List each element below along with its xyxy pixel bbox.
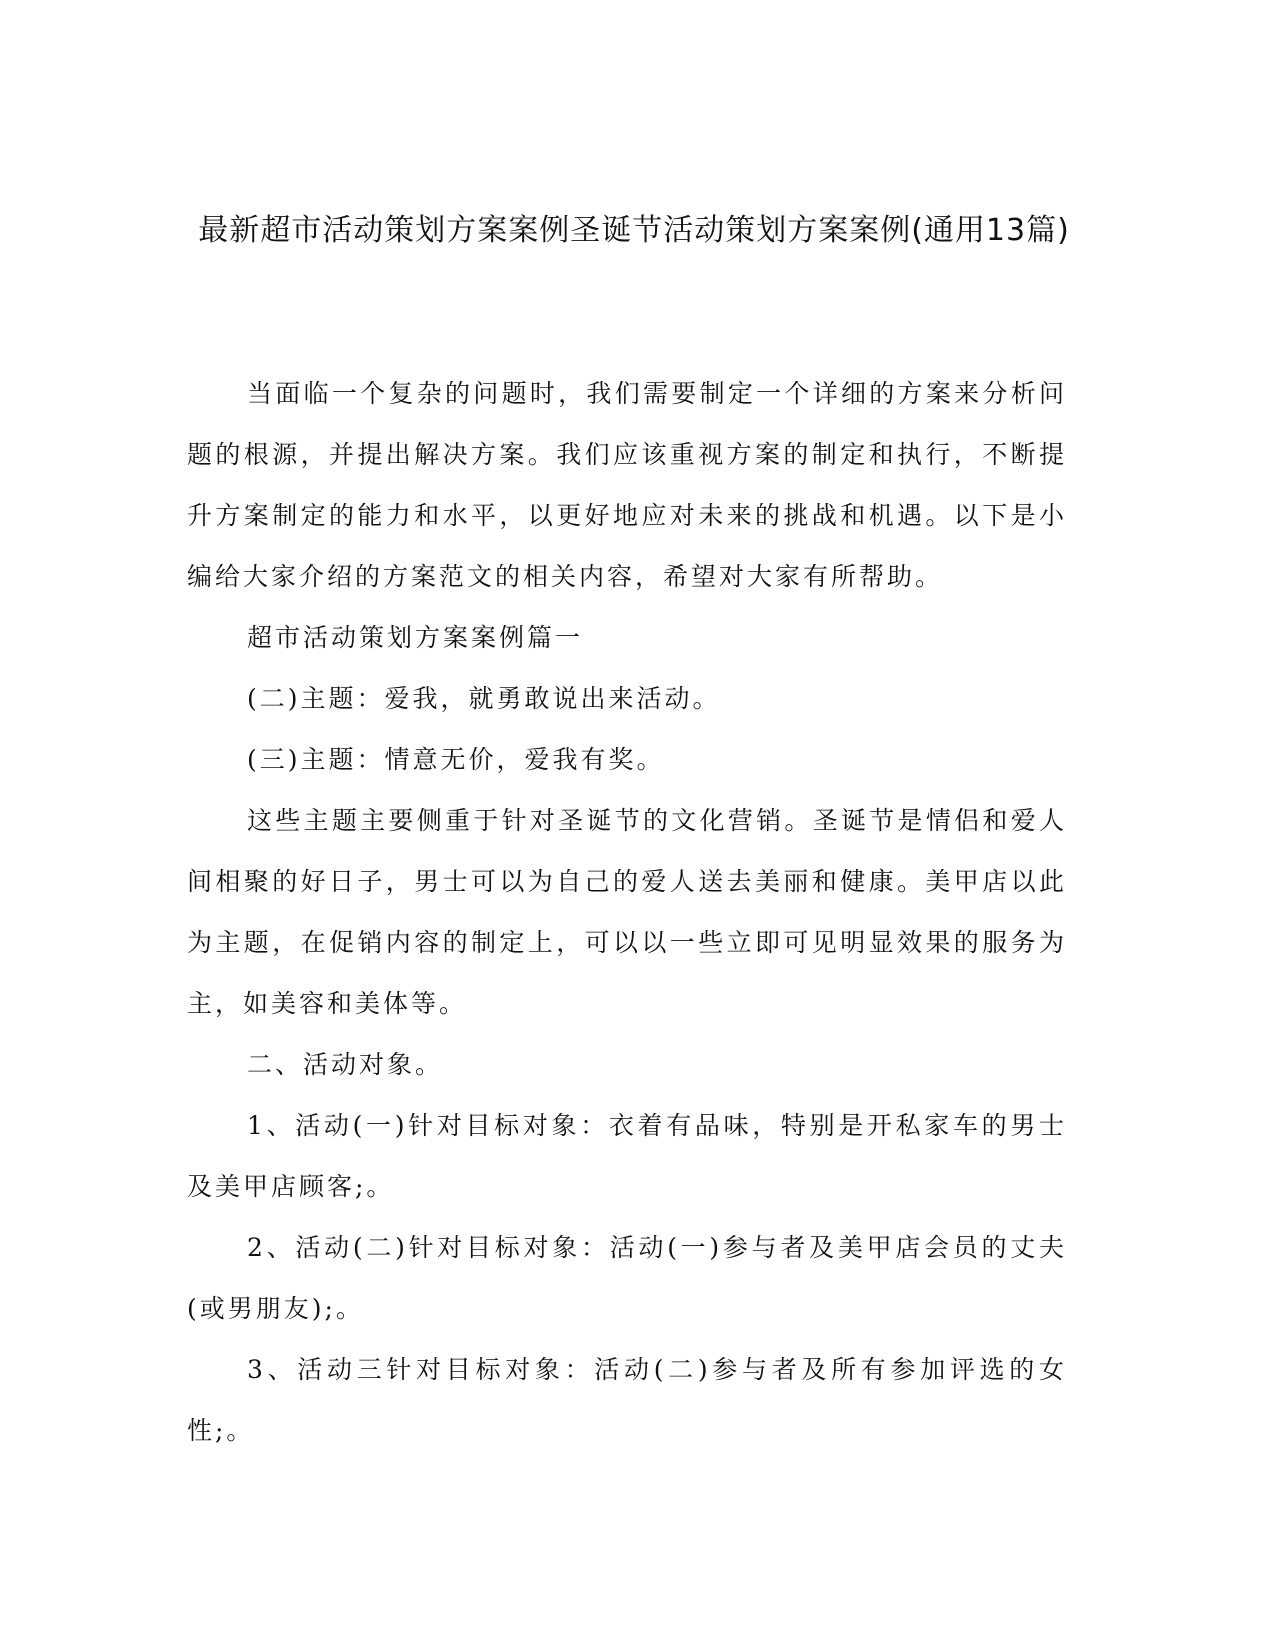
paragraph-target-2: 2、活动(二)针对目标对象：活动(一)参与者及美甲店会员的丈夫(或男朋友);。 bbox=[187, 1233, 1067, 1323]
paragraph-target-1: 1、活动(一)针对目标对象：衣着有品味，特别是开私家车的男士及美甲店顾客;。 bbox=[187, 1111, 1067, 1201]
paragraph-target-3: 3、活动三针对目标对象：活动(二)参与者及所有参加评选的女性;。 bbox=[187, 1355, 1067, 1445]
paragraph-theme-2: (二)主题：爱我，就勇敢说出来活动。 bbox=[247, 684, 721, 713]
paragraph-activity-target-heading: 二、活动对象。 bbox=[247, 1050, 444, 1079]
paragraph-section-heading: 超市活动策划方案案例篇一 bbox=[247, 623, 584, 652]
document-title: 最新超市活动策划方案案例圣诞节活动策划方案案例(通用13篇) bbox=[198, 213, 1070, 248]
paragraph-intro: 当面临一个复杂的问题时，我们需要制定一个详细的方案来分析问题的根源，并提出解决方案。我们应该重视方案的制定和执行，不断提升方案制定的能力和水平，以更好地应对未来的挑战和机遇。以下是小编给大家介绍的方案范文的相关内容，希望对大家有所帮助。 bbox=[187, 379, 1067, 591]
paragraph-theme-description: 这些主题主要侧重于针对圣诞节的文化营销。圣诞节是情侣和爱人间相聚的好日子，男士可以为自己的爱人送去美丽和健康。美甲店以此为主题，在促销内容的制定上，可以以一些立即可见明显效果的服务为主，如美容和美体等。 bbox=[187, 806, 1067, 1018]
paragraph-theme-3: (三)主题：情意无价，爱我有奖。 bbox=[247, 745, 665, 774]
document-body bbox=[187, 363, 1067, 1461]
